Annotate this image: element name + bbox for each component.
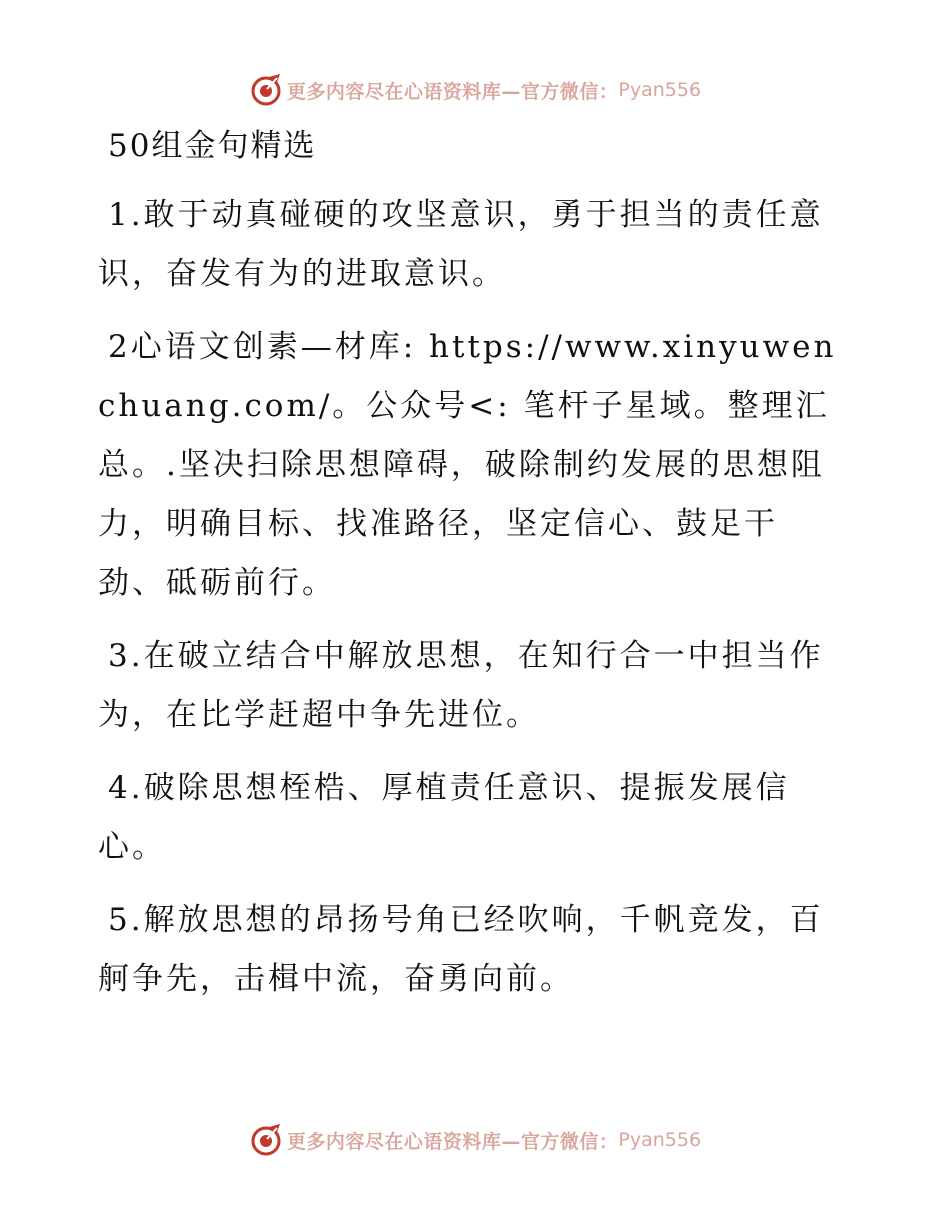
pen-logo-icon bbox=[249, 1123, 283, 1157]
footer-banner bbox=[0, 1120, 950, 1160]
footer-banner-text: 更多内容尽在心语资料库—官方微信： bbox=[286, 1130, 619, 1153]
footer-wechat-id: Pyan556 bbox=[618, 1129, 702, 1151]
header-banner-text: 更多内容尽在心语资料库—官方微信： bbox=[286, 80, 619, 103]
paragraph-3: 3.在破立结合中解放思想，在知行合一中担当作为，在比学赶超中争先进位。 bbox=[98, 638, 824, 733]
paragraph-4: 4.破除思想桎梏、厚植责任意识、提振发展信心。 bbox=[98, 770, 790, 865]
pen-logo-icon bbox=[249, 73, 283, 107]
header-banner bbox=[0, 70, 950, 110]
document-body bbox=[98, 120, 838, 1023]
header-wechat-id: Pyan556 bbox=[618, 79, 702, 101]
paragraph-1: 1.敢于动真碰硬的攻坚意识，勇于担当的责任意识，奋发有为的进取意识。 bbox=[98, 197, 824, 292]
paragraph-2: 2心语文创素—材库: https://www.xinyuwenchuang.com/。公众号<: 笔杆子星域。整理汇总。.坚决扫除思想障碍，破除制约发展的思想阻力，明确目标、找准路径，坚定信心、鼓足干劲、砥砺前行。 bbox=[98, 329, 837, 601]
paragraph-5: 5.解放思想的昂扬号角已经吹响，千帆竞发，百舸争先，击楫中流，奋勇向前。 bbox=[98, 902, 824, 997]
document-title: 50组金句精选 bbox=[108, 128, 317, 164]
